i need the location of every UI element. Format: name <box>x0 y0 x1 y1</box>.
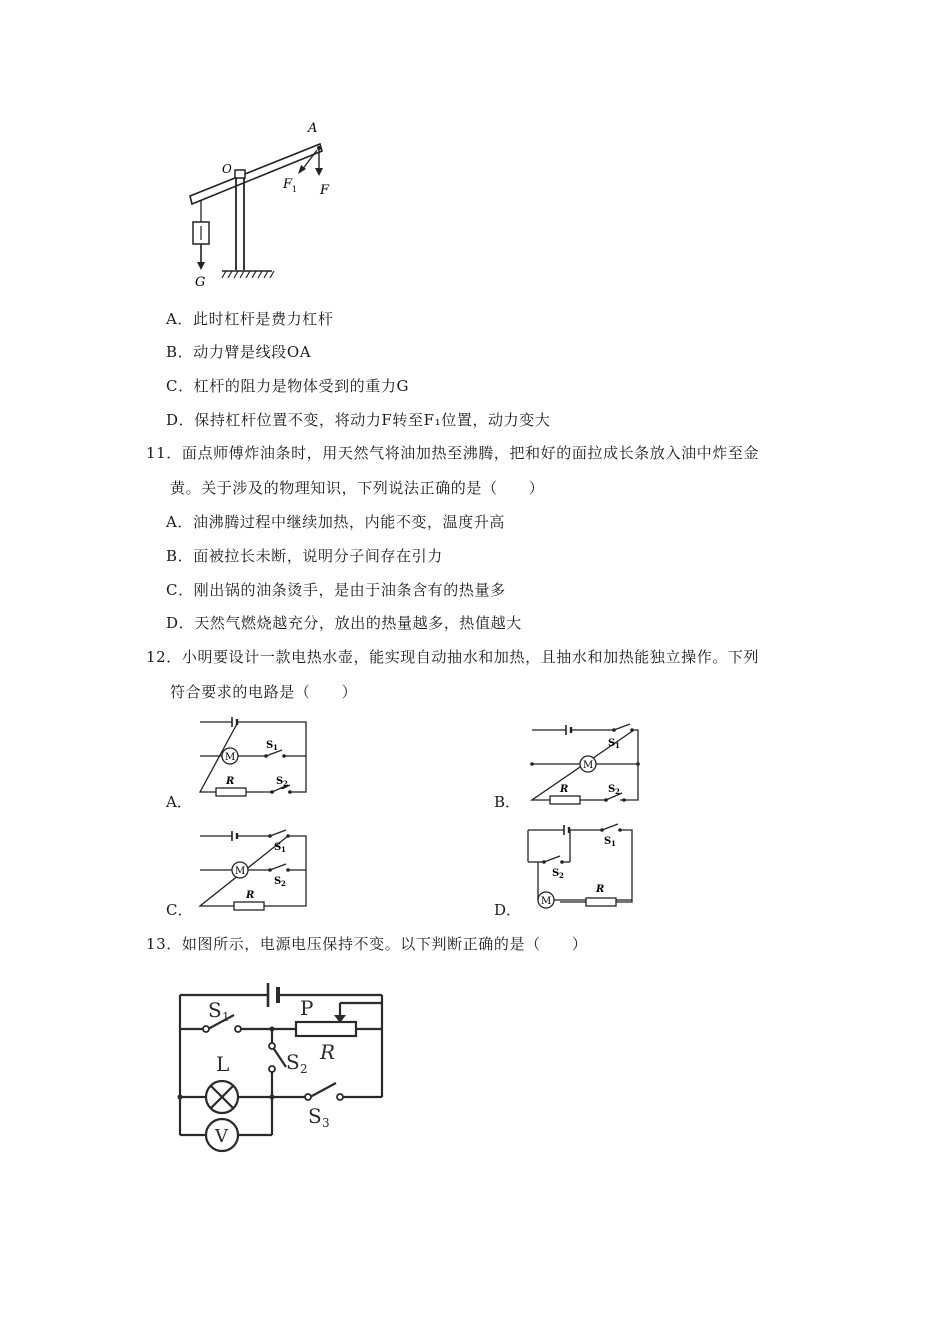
label-s1: S <box>208 998 222 1022</box>
label-a: A <box>308 121 318 136</box>
svg-text:S: S <box>266 740 274 751</box>
pivot-block <box>235 170 245 178</box>
q11-option-b: B．面被拉长未断，说明分子间存在引力 <box>166 547 443 565</box>
label-v: V <box>215 1126 228 1147</box>
svg-text:2: 2 <box>283 779 288 788</box>
circuit-a <box>196 714 312 800</box>
q12-option-a-label: A． <box>166 793 192 811</box>
q12-option-b-label: B． <box>494 793 521 811</box>
q12-option-d-label: D． <box>494 901 522 919</box>
svg-text:2: 2 <box>300 1062 308 1076</box>
q11-option-c: C．刚出锅的油条烫手，是由于油条含有的热量多 <box>166 581 506 599</box>
force-f-arrow <box>315 168 323 176</box>
svg-text:S: S <box>274 876 282 887</box>
q13-stem: 13．如图所示，电源电压保持不变。以下判断正确的是（ ） <box>146 935 588 953</box>
svg-text:R: R <box>226 776 235 787</box>
svg-text:1: 1 <box>273 743 278 752</box>
svg-text:R: R <box>560 784 569 795</box>
circuit-b <box>528 720 644 806</box>
svg-text:1: 1 <box>615 741 620 750</box>
svg-text:2: 2 <box>281 879 286 888</box>
label-s2: S <box>286 1050 300 1074</box>
svg-text:S: S <box>604 836 612 847</box>
svg-text:R: R <box>596 884 605 895</box>
label-f1: F <box>283 177 293 192</box>
gravity-arrow <box>197 262 205 270</box>
svg-text:2: 2 <box>559 871 564 880</box>
q10-option-d: D．保持杠杆位置不变，将动力F转至F₁位置，动力变大 <box>166 411 551 429</box>
circuit-q13 <box>168 975 400 1175</box>
svg-text:2: 2 <box>615 787 620 796</box>
label-o: O <box>222 162 232 176</box>
label-f1-sub: 1 <box>292 185 298 194</box>
svg-text:1: 1 <box>222 1010 230 1024</box>
svg-text:M: M <box>225 752 236 763</box>
q10-option-a: A．此时杠杆是费力杠杆 <box>166 310 334 328</box>
label-f: F <box>320 183 330 198</box>
q12-option-c-label: C． <box>166 901 193 919</box>
svg-text:M: M <box>235 866 246 877</box>
lever-beam <box>190 144 322 204</box>
svg-text:S: S <box>608 784 616 795</box>
svg-text:S: S <box>274 842 282 853</box>
q11-option-a: A．油沸腾过程中继续加热，内能不变，温度升高 <box>166 513 506 531</box>
svg-text:3: 3 <box>322 1116 330 1130</box>
lever-figure <box>180 118 340 293</box>
svg-text:S: S <box>608 738 616 749</box>
label-l: L <box>216 1052 230 1076</box>
svg-text:1: 1 <box>281 845 286 854</box>
circuit-c <box>196 826 312 912</box>
q10-option-b: B．动力臂是线段OA <box>166 343 312 361</box>
circuit-d <box>524 822 640 914</box>
q11-stem-line1: 11．面点师傅炸油条时，用天然气将油加热至沸腾，把和好的面拉成长条放入油中炸至金 <box>146 444 760 462</box>
label-r: R <box>320 1040 336 1064</box>
label-s3: S <box>308 1104 322 1128</box>
label-p: P <box>300 996 314 1020</box>
q10-option-c: C．杠杆的阻力是物体受到的重力G <box>166 377 410 395</box>
label-g: G <box>195 275 206 290</box>
svg-text:S: S <box>552 868 560 879</box>
svg-text:M: M <box>541 896 552 907</box>
svg-text:1: 1 <box>611 839 616 848</box>
q12-stem-line1: 12．小明要设计一款电热水壶，能实现自动抽水和加热，且抽水和加热能独立操作。下列 <box>146 648 760 666</box>
svg-text:R: R <box>246 890 255 901</box>
q11-stem-line2: 黄。关于涉及的物理知识，下列说法正确的是（ ） <box>170 479 545 497</box>
q11-option-d: D．天然气燃烧越充分，放出的热量越多，热值越大 <box>166 614 522 632</box>
q12-stem-line2: 符合要求的电路是（ ） <box>170 683 358 701</box>
svg-text:M: M <box>583 760 594 771</box>
svg-text:S: S <box>276 776 284 787</box>
